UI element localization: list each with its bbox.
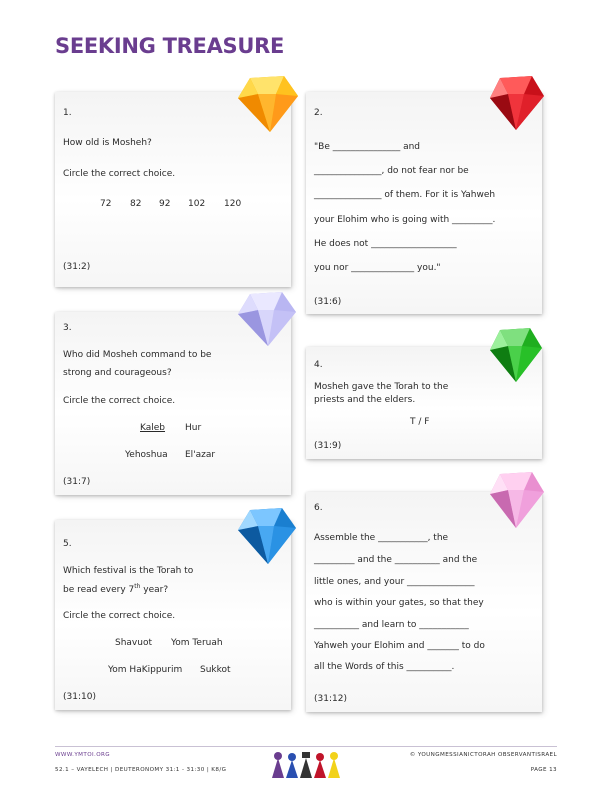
footer-site-link[interactable]: WWW.YMTOI.ORG	[55, 752, 111, 758]
choice-option[interactable]: 72	[100, 199, 112, 209]
question-number: 2.	[314, 108, 323, 118]
question-text-part: be read every 7	[63, 585, 135, 595]
choice-option[interactable]: Yehoshua	[125, 450, 168, 460]
footer-parashah-info: 52.1 – VAYELECH | DEUTERONOMY 31:1 - 31:30 | K8/G	[55, 767, 227, 773]
choice-option[interactable]: El'azar	[185, 450, 216, 460]
fill-in-line: _________ and the __________ and the	[314, 555, 478, 565]
fill-in-line: your Elohim who is going with _________.	[314, 215, 496, 225]
question-text: strong and courageous?	[63, 368, 172, 378]
fill-in-line: Yahweh your Elohim and _______ to do	[314, 641, 485, 651]
question-number: 1.	[63, 108, 72, 118]
green-gem-icon	[488, 326, 544, 384]
question-number: 5.	[63, 539, 72, 549]
true-false-choice[interactable]: T / F	[410, 417, 430, 427]
pink-gem-icon	[488, 470, 546, 530]
lavender-gem-icon	[236, 290, 298, 348]
choice-option[interactable]: Sukkot	[200, 665, 231, 675]
fill-in-line: Assemble the ___________, the	[314, 533, 449, 543]
choice-option[interactable]: 82	[130, 199, 142, 209]
instruction-text: Circle the correct choice.	[63, 396, 176, 406]
choice-option[interactable]: 120	[224, 199, 242, 209]
question-text: How old is Mosheh?	[63, 138, 152, 148]
fill-in-line: you nor ______________ you."	[314, 263, 441, 273]
scripture-reference: (31:10)	[63, 692, 96, 702]
choice-option[interactable]: Shavuot	[115, 638, 152, 648]
question-text	[63, 583, 168, 596]
fill-in-line: "Be _______________ and	[314, 142, 421, 152]
choice-option[interactable]: Yom Teruah	[171, 638, 223, 648]
fill-in-line: _______________, do not fear nor be	[314, 166, 469, 176]
question-text: Who did Mosheh command to be	[63, 350, 212, 360]
fill-in-line: __________ and learn to ___________	[314, 620, 469, 630]
scripture-reference: (31:6)	[314, 297, 342, 307]
ordinal-suffix: th	[134, 583, 141, 590]
choice-option[interactable]: 102	[188, 199, 206, 209]
fill-in-line: who is within your gates, so that they	[314, 598, 484, 608]
choice-option[interactable]: Yom HaKippurim	[108, 665, 183, 675]
scripture-reference: (31:7)	[63, 477, 91, 487]
fill-in-line: He does not ___________________	[314, 239, 457, 249]
statement-text: Mosheh gave the Torah to the	[314, 382, 449, 392]
footer-copyright: © YOUNGMESSIANICTORAH OBSERVANTISRAEL	[409, 752, 557, 758]
choice-option[interactable]: 92	[159, 199, 171, 209]
blue-gem-icon	[236, 506, 298, 566]
scripture-reference: (31:2)	[63, 262, 91, 272]
question-number: 6.	[314, 503, 323, 513]
instruction-text: Circle the correct choice.	[63, 611, 176, 621]
instruction-text: Circle the correct choice.	[63, 169, 176, 179]
choice-option[interactable]: Kaleb	[140, 423, 166, 433]
children-logo-icon	[268, 750, 346, 780]
yellow-gem-icon	[236, 74, 300, 134]
footer-page-number: PAGE 13	[530, 767, 557, 773]
fill-in-line: all the Words of this __________.	[314, 662, 455, 672]
question-number: 3.	[63, 323, 72, 333]
scripture-reference: (31:9)	[314, 441, 342, 451]
fill-in-line: _______________ of them. For it is Yahweh	[314, 190, 496, 200]
question-text-part: year?	[140, 585, 169, 595]
fill-in-line: little ones, and your _______________	[314, 577, 475, 587]
scripture-reference: (31:12)	[314, 694, 347, 704]
red-gem-icon	[488, 74, 546, 132]
footer-divider	[55, 746, 557, 747]
question-number: 4.	[314, 360, 323, 370]
statement-text: priests and the elders.	[314, 395, 416, 405]
page-title: SEEKING TREASURE	[55, 34, 285, 58]
choice-option[interactable]: Hur	[185, 423, 202, 433]
question-text: Which festival is the Torah to	[63, 566, 194, 576]
